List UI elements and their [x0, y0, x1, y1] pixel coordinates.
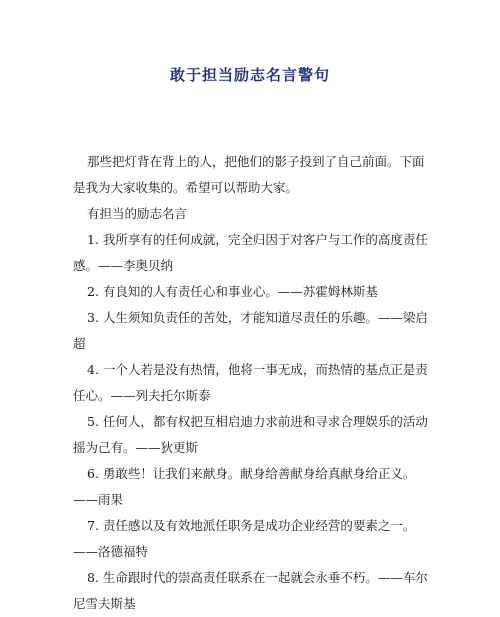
quote-item: 2. 有良知的人有责任心和事业心。——苏霍姆林斯基: [87, 284, 378, 299]
quote-item: 8. 生命跟时代的崇高责任联系在一起就会永垂不朽。——车尔尼雪夫斯基: [73, 570, 428, 611]
quote-item: 5. 任何人，都有权把互相启迪力求前进和寻求合理娱乐的活动摇为己有。——狄更斯: [73, 414, 428, 455]
quote-item: 6. 勇敢些！让我们来献身。献身给善献身给真献身给正义。——雨果: [73, 466, 416, 507]
quote-item: 1. 我所享有的任何成就，完全归因于对客户与工作的高度责任感。——李奥贝纳: [73, 232, 428, 273]
section-heading: 有担当的励志名言: [87, 206, 188, 221]
quote-item: 3. 人生须知负责任的苦处，才能知道尽责任的乐趣。——梁启超: [73, 310, 428, 351]
document-body: [73, 149, 433, 617]
intro-paragraph: 那些把灯背在背上的人，把他们的影子投到了自己前面。下面是我为大家收集的。希望可以帮助大家。: [73, 154, 425, 195]
quote-item: 4. 一个人若是没有热情，他将一事无成，而热情的基点正是责任心。——列夫托尔斯泰: [73, 362, 428, 403]
quote-item: 7. 责任感以及有效地派任职务是成功企业经营的要素之一。——洛德福特: [73, 518, 416, 559]
document-title: 敢于担当励志名言警句: [169, 66, 330, 84]
